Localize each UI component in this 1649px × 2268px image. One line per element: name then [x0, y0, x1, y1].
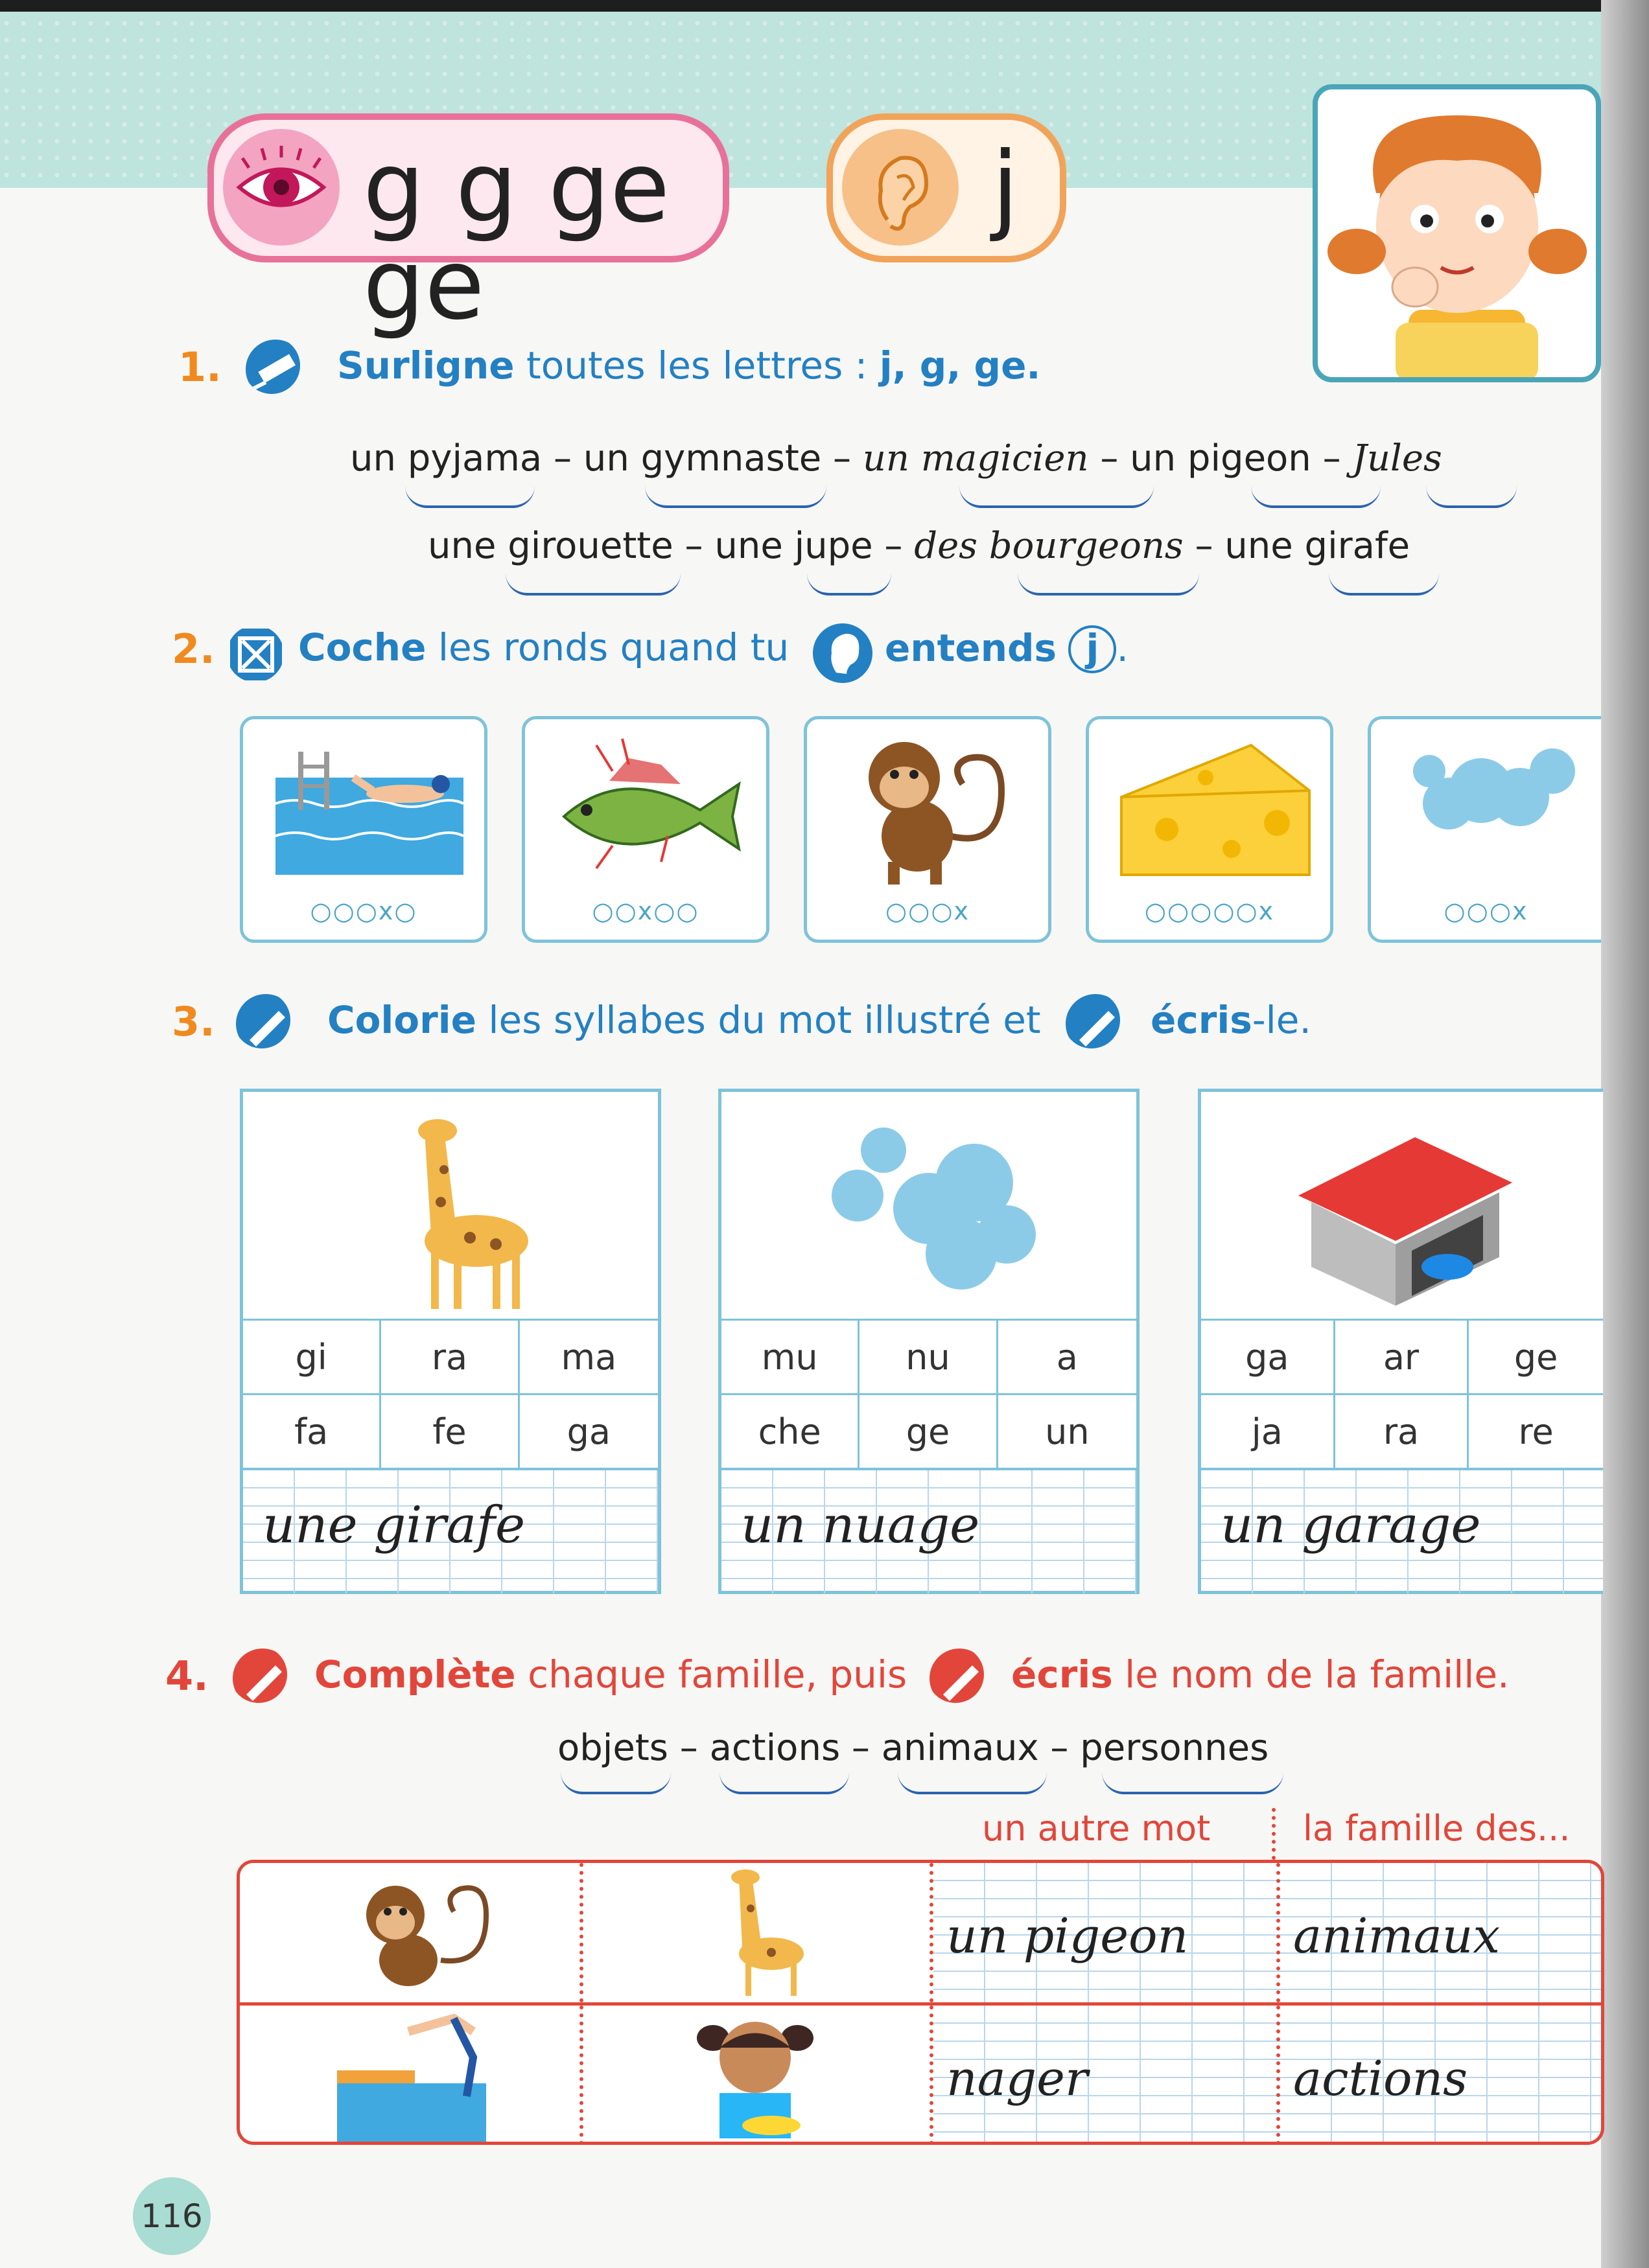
picture-card-swimmer	[240, 716, 487, 943]
ex4-text: chaque famille, puis	[515, 1652, 907, 1696]
writing-line[interactable]	[721, 1468, 1136, 1593]
syllable-box-garage	[1198, 1089, 1603, 1594]
ex4-number: 4.	[165, 1652, 209, 1700]
ex4-verb2: écris	[1011, 1652, 1113, 1696]
written-answer: animaux	[1293, 1908, 1501, 1964]
ex2-verb: Coche	[298, 625, 427, 669]
column-header-other-word: un autre mot	[982, 1808, 1211, 1849]
syllable-arc	[959, 486, 1154, 508]
clouds-icon	[1371, 719, 1598, 888]
check-rounds[interactable]: ○○○x○	[310, 897, 417, 925]
syllable[interactable]: ja	[1201, 1393, 1335, 1468]
family-table	[237, 1860, 1604, 2145]
ex2-instruction-end: entends j .	[885, 625, 1129, 673]
word: une girafe	[1224, 525, 1410, 567]
syllable[interactable]: ra	[1335, 1393, 1469, 1468]
written-answer: nager	[946, 2051, 1088, 2107]
ex4-instruction	[314, 1652, 907, 1696]
check-rounds[interactable]: ○○○x	[1444, 897, 1528, 925]
table-cell-other-word[interactable]	[933, 1863, 1280, 2002]
ex3-verb2: écris	[1151, 998, 1252, 1042]
monkey-icon	[240, 1863, 577, 1999]
written-answer: actions	[1293, 2051, 1468, 2107]
syllable[interactable]: fa	[243, 1393, 381, 1468]
ex3-number: 3.	[172, 998, 215, 1045]
family-word: personnes	[1080, 1727, 1269, 1769]
word-cursive: des bourgeons	[914, 525, 1184, 567]
syllable-arc	[807, 573, 891, 596]
page-shadow	[0, 0, 1608, 12]
written-answer: un nuage	[741, 1496, 980, 1555]
word: une girouette	[428, 525, 673, 567]
garage-icon	[1285, 1111, 1519, 1312]
syllable[interactable]: che	[721, 1393, 860, 1468]
syllable-grid	[1201, 1319, 1603, 1468]
table-cell-family[interactable]	[1280, 2006, 1604, 2145]
giraffe-icon	[583, 1863, 927, 1999]
pen-icon	[927, 1646, 984, 1703]
ex1-letters: j, g, ge.	[879, 343, 1041, 388]
pencil-icon	[230, 1646, 287, 1703]
cloud-icon	[819, 1105, 1052, 1312]
ex4-verb: Complète	[314, 1652, 516, 1696]
syllable-arc	[1329, 573, 1439, 596]
family-word: animaux	[881, 1727, 1039, 1769]
syllable[interactable]: ge	[860, 1393, 998, 1468]
syllable-arc	[405, 486, 535, 508]
writing-line[interactable]	[1201, 1468, 1603, 1593]
syllable-arc	[1102, 1772, 1283, 1794]
syllable[interactable]: mu	[721, 1319, 860, 1393]
word-cursive: Jules	[1352, 437, 1442, 480]
ex3-verb: Colorie	[327, 998, 476, 1042]
fish-icon	[525, 719, 766, 888]
pencil-icon	[233, 991, 290, 1048]
highlighter-icon	[243, 337, 300, 394]
ex3-text: les syllabes du mot illustré et	[476, 998, 1041, 1042]
syllable[interactable]: ra	[381, 1319, 519, 1393]
syllable-box-cloud	[718, 1089, 1140, 1594]
table-cell	[583, 1863, 933, 2002]
ex1-word-line-2: une girouette – une jupe – des bourgeons – une girafe	[428, 525, 1410, 567]
syllable[interactable]: un	[998, 1393, 1136, 1468]
syllable-arc	[719, 1772, 849, 1794]
writing-line[interactable]	[243, 1468, 658, 1593]
picture-card-cheese	[1086, 716, 1333, 943]
checkbox-icon	[227, 625, 284, 682]
diver-icon	[240, 2006, 577, 2142]
syllable[interactable]: ga	[1201, 1319, 1335, 1393]
table-cell-other-word[interactable]	[933, 2006, 1280, 2145]
written-answer: une girafe	[263, 1496, 526, 1555]
monkey-icon	[807, 719, 1048, 888]
syllable[interactable]: ma	[520, 1319, 658, 1393]
check-rounds[interactable]: ○○○x	[885, 897, 970, 925]
ex2-number: 2.	[172, 625, 215, 673]
syllable-arc	[561, 1772, 671, 1794]
swimmer-icon	[243, 719, 484, 888]
table-cell	[240, 1863, 583, 2002]
ex2-letter: j	[1068, 625, 1116, 673]
table-cell	[583, 2006, 933, 2145]
ex2-verb2: entends	[885, 626, 1057, 670]
book-edge	[1601, 0, 1649, 2268]
table-cell	[240, 2006, 583, 2145]
syllable-arc	[506, 573, 681, 596]
written-answer: un pigeon	[946, 1908, 1189, 1964]
page-number: 116	[133, 2177, 211, 2255]
syllable-arc	[898, 1772, 1047, 1794]
table-row	[240, 2006, 1601, 2145]
ex1-text: toutes les lettres :	[514, 343, 880, 388]
picture-card-fish	[522, 716, 769, 943]
ex1-instruction	[337, 343, 1040, 388]
syllable-arc	[645, 486, 826, 508]
ex3-instruction	[327, 998, 1041, 1042]
syllable-arc	[1251, 486, 1381, 508]
eye-icon	[223, 129, 340, 246]
family-word: actions	[709, 1727, 841, 1769]
picture-card-monkey	[804, 716, 1051, 943]
ex2-instruction	[298, 625, 789, 669]
syllable[interactable]: fe	[381, 1393, 519, 1468]
see-letters-pill	[207, 113, 729, 341]
cheese-icon	[1089, 719, 1330, 888]
check-rounds[interactable]: ○○○○○x	[1144, 897, 1275, 925]
word: un pigeon	[1130, 437, 1311, 480]
table-row	[240, 1863, 1601, 2006]
syllable[interactable]: nu	[860, 1319, 998, 1393]
ear-icon	[842, 129, 959, 246]
giraffe-icon	[347, 1105, 567, 1312]
picture-card-clouds	[1368, 716, 1601, 943]
syllable-grid	[243, 1319, 658, 1468]
syllable[interactable]: a	[998, 1319, 1136, 1393]
pen-icon	[1063, 991, 1120, 1048]
girl-eating-icon	[583, 2006, 927, 2142]
word: un gymnaste	[583, 437, 822, 480]
column-header-family: la famille des...	[1303, 1808, 1571, 1849]
hear-letter-text: j	[992, 132, 1019, 244]
family-words: objets – actions – animaux – personnes	[557, 1727, 1269, 1769]
syllable-arc	[1018, 573, 1199, 596]
girl-illustration	[1313, 84, 1601, 382]
syllable-grid	[721, 1319, 1136, 1468]
family-word: objets	[557, 1727, 668, 1769]
syllable[interactable]: re	[1469, 1393, 1603, 1468]
syllable-box-giraffe	[240, 1089, 661, 1594]
syllable[interactable]: ga	[520, 1393, 658, 1468]
see-letters-text: g g ge ge	[363, 132, 670, 341]
syllable-arc	[1426, 486, 1517, 508]
ex1-verb: Surligne	[337, 343, 515, 388]
header-divider	[1272, 1808, 1276, 1860]
ex4-instruction-end: écris le nom de la famille.	[1011, 1652, 1510, 1696]
word: un pyjama	[350, 437, 543, 480]
word-cursive: un magicien	[862, 437, 1089, 480]
ex2-text: les ronds quand tu	[426, 625, 789, 669]
syllable[interactable]: gi	[243, 1319, 381, 1393]
syllable[interactable]: ar	[1335, 1319, 1469, 1393]
ex1-word-line-1: un pyjama – un gymnaste – un magicien – un pigeon – Jules	[350, 437, 1442, 480]
word: une jupe	[714, 525, 873, 567]
ex3-instruction-end: écris-le.	[1151, 998, 1311, 1042]
hear-letter-pill	[826, 113, 1066, 262]
check-rounds[interactable]: ○○x○○	[592, 897, 699, 925]
written-answer: un garage	[1221, 1496, 1481, 1555]
syllable[interactable]: ge	[1469, 1319, 1603, 1393]
table-cell-family[interactable]	[1280, 1863, 1604, 2002]
ex1-number: 1.	[178, 343, 222, 391]
ear-icon	[810, 621, 875, 686]
